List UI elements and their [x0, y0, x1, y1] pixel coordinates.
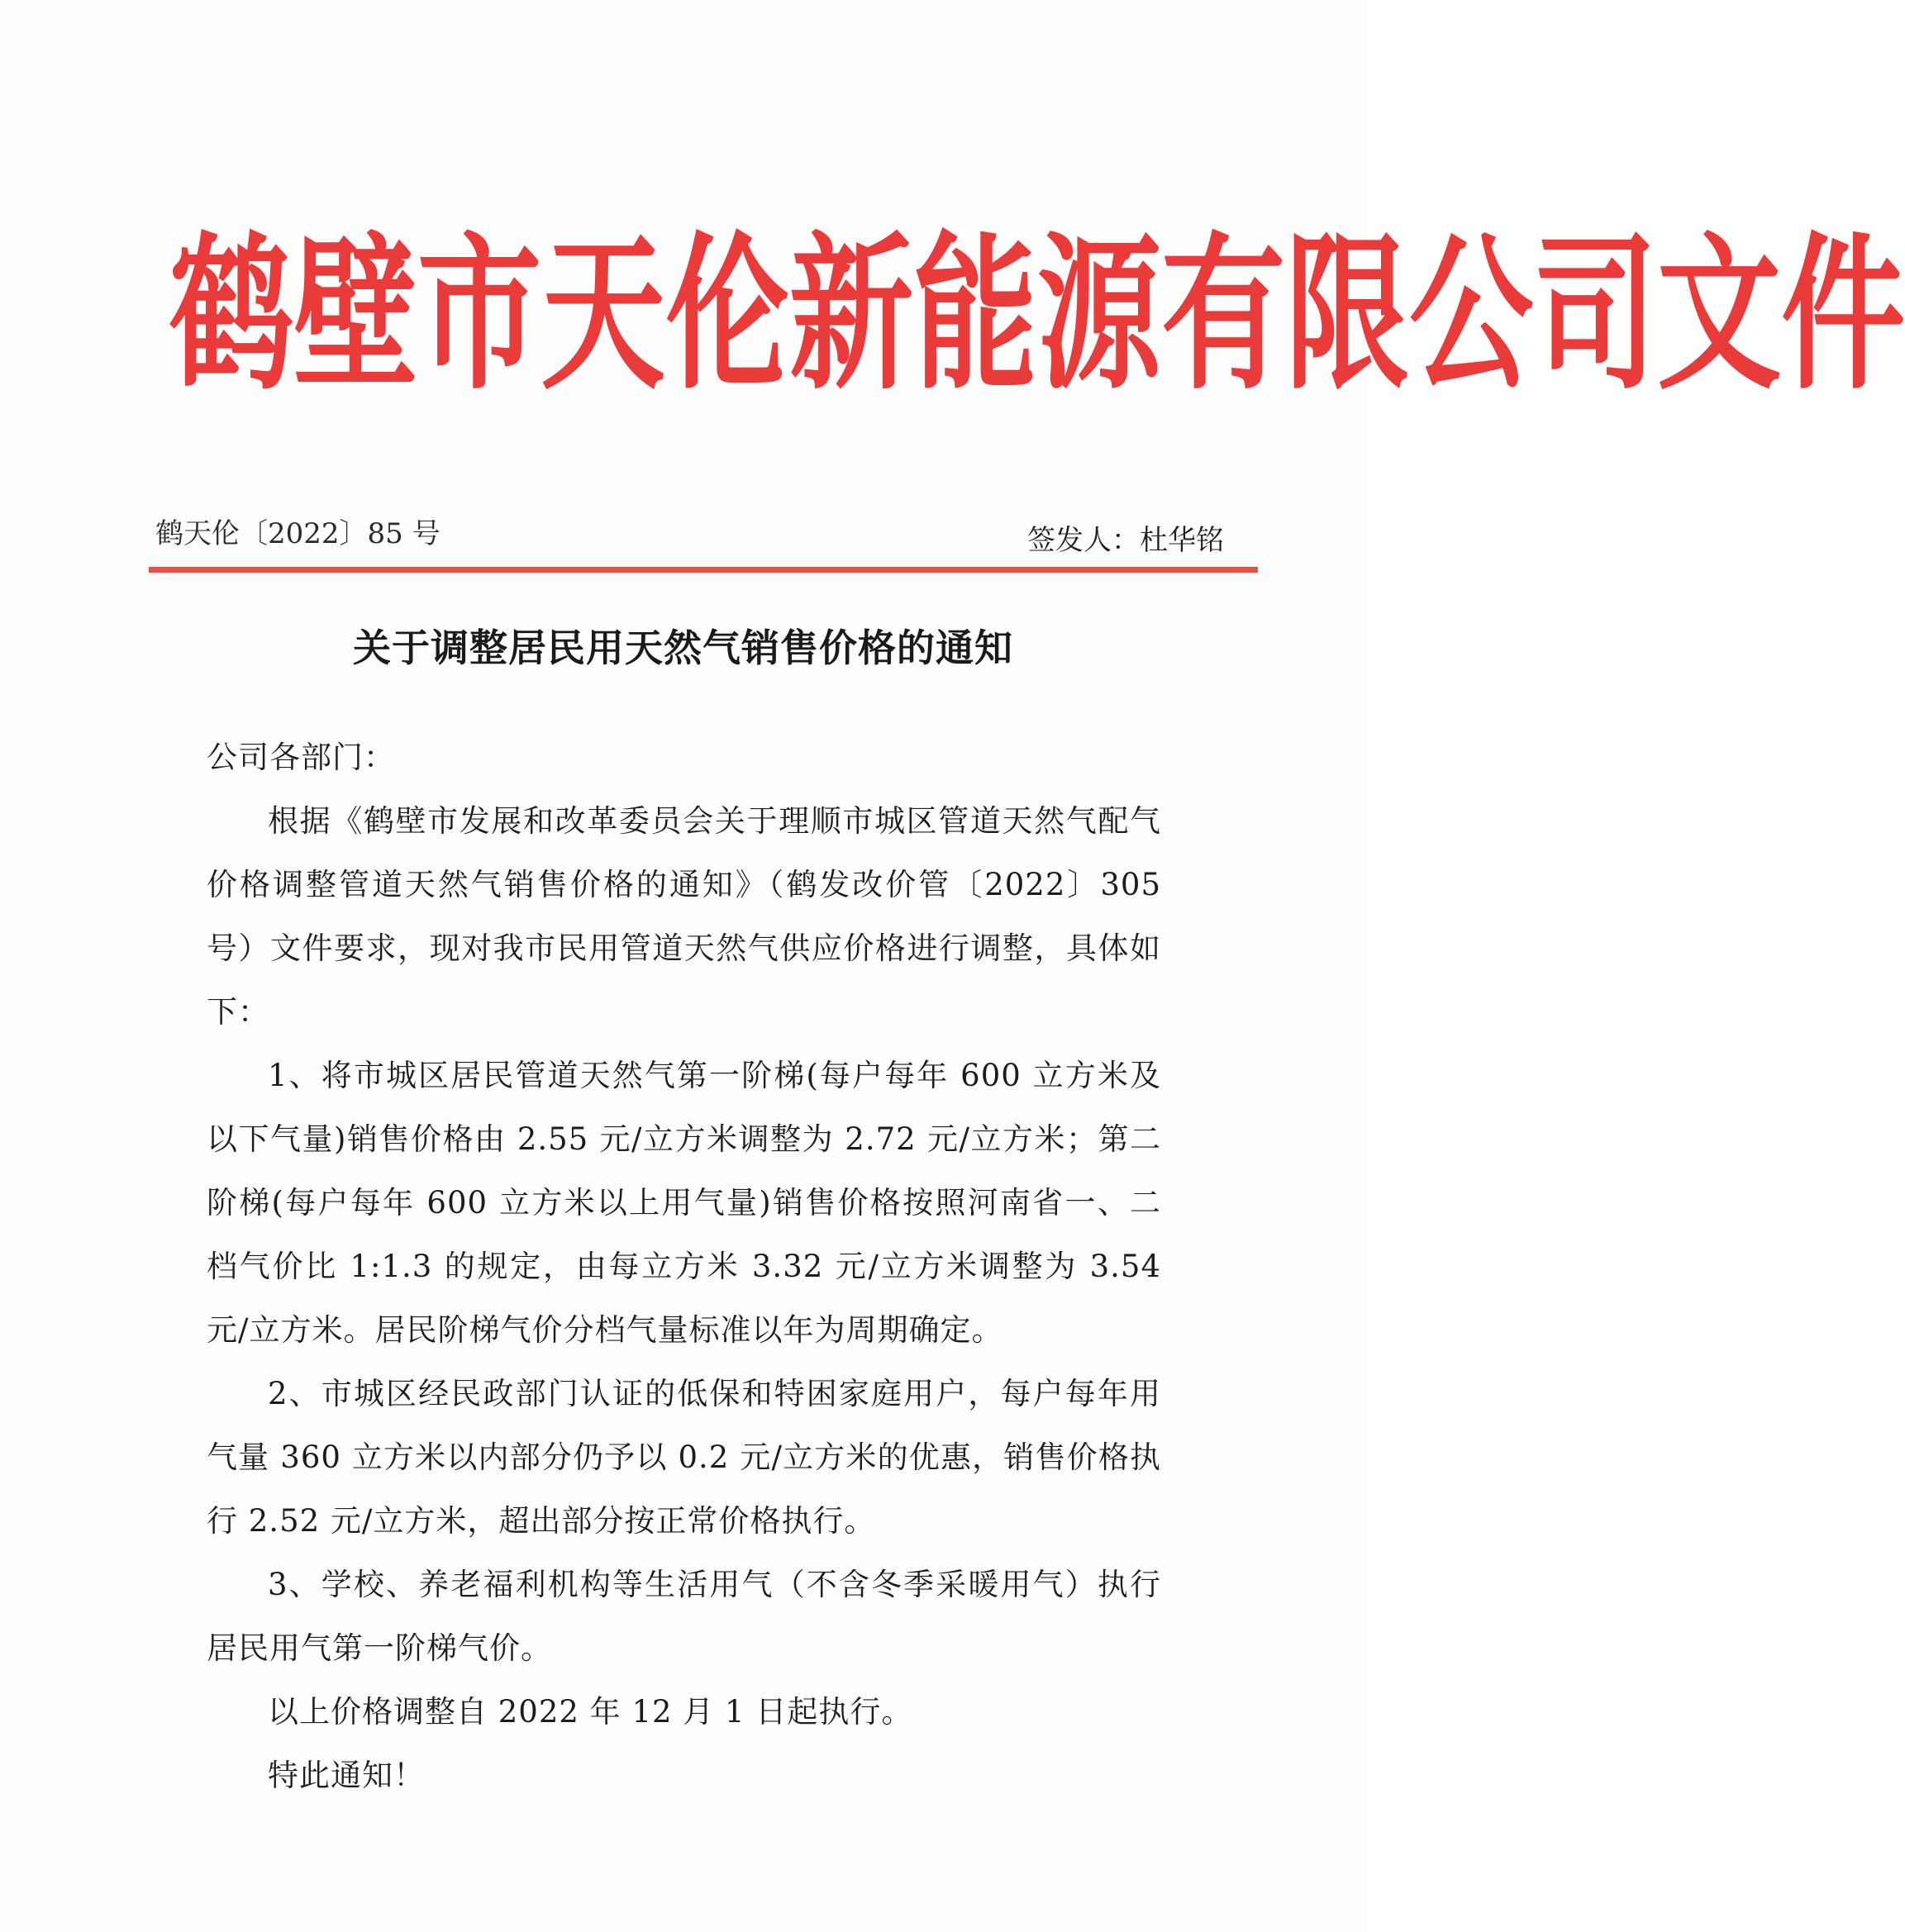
masthead-char: 司 [1533, 218, 1658, 413]
masthead-char: 公 [1409, 218, 1534, 413]
masthead-char: 源 [1037, 218, 1162, 413]
masthead-char: 天 [541, 218, 666, 413]
document-number: 鹤天伦〔2022〕85 号 [155, 517, 441, 550]
salutation: 公司各部门： [207, 740, 395, 775]
masthead-char: 市 [417, 218, 542, 413]
body-paragraph: 2、市城区经民政部门认证的低保和特困家庭用户，每户每年用气量 360 立方米以内部分仍予以 0.2 元/立方米的优惠，销售价格执行 2.52 元/立方米，超出部分按正常价格执行。 [207, 1376, 1161, 1539]
masthead-char: 限 [1285, 218, 1410, 413]
notice-body [207, 726, 1161, 1807]
masthead-char: 鹤 [169, 218, 294, 413]
issuer-signature-line: 签发人：杜华铭 [1027, 524, 1224, 557]
masthead-char: 伦 [665, 218, 790, 413]
masthead-char: 能 [913, 218, 1038, 413]
body-paragraph: 特此通知！ [268, 1758, 425, 1793]
masthead-char: 壁 [293, 218, 418, 413]
body-paragraph: 3、学校、养老福利机构等生活用气（不含冬季采暖用气）执行居民用气第一阶梯气价。 [207, 1567, 1161, 1666]
masthead-char: 有 [1161, 218, 1286, 413]
red-divider-line [149, 567, 1258, 573]
notice-title: 关于调整居民用天然气销售价格的通知 [353, 626, 1013, 670]
masthead-char: 新 [789, 218, 914, 413]
masthead-title [169, 218, 1905, 413]
body-paragraph: 以上价格调整自 2022 年 12 月 1 日起执行。 [268, 1694, 913, 1730]
masthead-char: 件 [1781, 218, 1905, 413]
masthead-char: 文 [1657, 218, 1782, 413]
body-paragraph: 1、将市城区居民管道天然气第一阶梯(每户每年 600 立方米及以下气量)销售价格由 2.55 元/立方米调整为 2.72 元/立方米；第二阶梯(每户每年 600 立方米以上用气量)销售价格按照河南省一、二档气价比 1:1.3 的规定，由每立方米 3.32 元/立方米调整为 3.54 元/立方米。居民阶梯气价分档气量标准以年为周期确定。 [207, 1058, 1161, 1348]
body-paragraph: 根据《鹤壁市发展和改革委员会关于理顺市城区管道天然气配气价格调整管道天然气销售价格的通知》（鹤发改价管〔2022〕305 号）文件要求，现对我市民用管道天然气供应价格进行调整，具体如下： [207, 803, 1161, 1030]
